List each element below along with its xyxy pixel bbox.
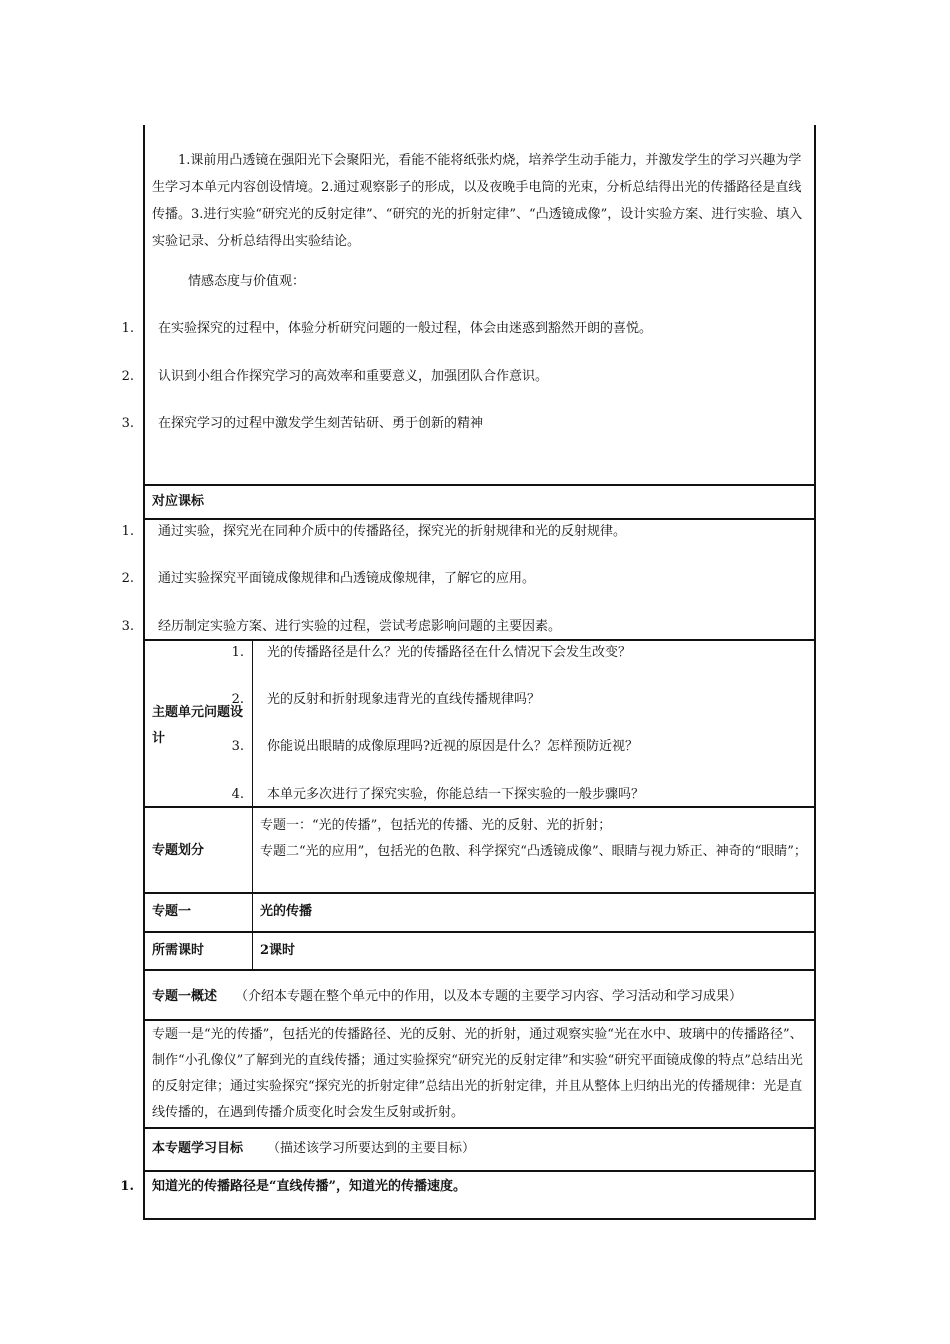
topic1-label: 专题一: [152, 904, 192, 919]
attitude-item: 在实验探究的过程中，体验分析研究问题的一般过程，体会由迷惑到豁然开朗的喜悦。: [158, 321, 653, 336]
attitude-item: 认识到小组合作探究学习的高效率和重要意义，加强团队合作意识。: [158, 369, 549, 384]
goals-hint: （描述该学习所要达到的主要目标）: [267, 1141, 476, 1156]
topics-text: 专题一：“光的传播”，包括光的传播、光的反射、光的折射； 专题二“光的应用”，包括光的色散、科学探究“凸透镜成像”、眼睛与视力矫正、神奇的“眼睛”；: [260, 818, 807, 859]
table-left-border: [143, 125, 145, 1220]
row-divider: [143, 1170, 816, 1172]
standards-heading: 对应课标: [152, 494, 205, 509]
overview-header: [152, 985, 742, 1009]
row-divider: [143, 892, 816, 894]
row-divider: [143, 1127, 816, 1129]
goal-item: 知道光的传播路径是“直线传播”，知道光的传播速度。: [152, 1179, 466, 1194]
topic1-value: 光的传播: [260, 904, 313, 919]
standard-item-number: 3.: [121, 619, 134, 634]
hours-label: 所需课时: [152, 943, 205, 958]
question-item: 本单元多次进行了探究实验，你能总结一下探实验的一般步骤吗？: [267, 787, 645, 802]
hours-value: 2课时: [260, 943, 296, 958]
question-number: 3.: [231, 739, 244, 754]
question-item: 光的反射和折射现象违背光的直线传播规律吗？: [267, 692, 541, 707]
label-column-divider: [252, 640, 253, 970]
overview-hint: （介绍本专题在整个单元中的作用，以及本专题的主要学习内容、学习活动和学习成果）: [235, 989, 743, 1004]
standard-item-number: 1.: [121, 524, 134, 539]
attitude-heading: 情感态度与价值观：: [188, 274, 306, 289]
attitude-item: 在探究学习的过程中激发学生刻苦钻研、勇于创新的精神: [158, 416, 484, 431]
attitude-item-number: 2.: [121, 369, 134, 384]
goals-label: 本专题学习目标: [152, 1141, 244, 1156]
overview-text: 专题一是“光的传播”，包括光的传播路径、光的反射、光的折射，通过观察实验“光在水中、玻璃中的传播路径”、制作“小孔像仪”了解到光的直线传播；通过实验探究“研究光的反射定律”和实验“研究平面镜成像的特点”总结出光的反射定律；通过实验探究“探究光的折射定律”总结出光的折射定律，并且从整体上归纳出光的传播规律：光是直线传播的，在遇到传播介质变化时会发生反射或折射。: [152, 1027, 803, 1120]
table-bottom-border: [143, 1218, 816, 1220]
goal-number: 1.: [120, 1179, 134, 1194]
row-divider: [143, 1019, 816, 1021]
question-number: 4.: [231, 787, 244, 802]
question-item: 光的传播路径是什么？光的传播路径在什么情况下会发生改变？: [267, 645, 632, 660]
overview-label: 专题一概述: [152, 989, 218, 1004]
standard-item: 经历制定实验方案、进行实验的过程，尝试考虑影响问题的主要因素。: [158, 619, 562, 634]
question-number: 1.: [231, 645, 244, 660]
intro-paragraph: 1.课前用凸透镜在强阳光下会聚阳光，看能不能将纸张灼烧，培养学生动手能力，并激发学生的学习兴趣为学生学习本单元内容创设情境。2.通过观察影子的形成，以及夜晚手电筒的光束，分析总结得出光的传播路径是直线传播。3.进行实验“研究光的反射定律”、“研究的光的折射定律”、“凸透镜成像”，设计实验方案、进行实验、填入实验记录、分析总结得出实验结论。: [152, 153, 803, 249]
table-right-border: [814, 125, 816, 1220]
row-divider: [143, 969, 816, 971]
row-divider: [143, 931, 816, 933]
standard-item: 通过实验，探究光在同种介质中的传播路径，探究光的折射规律和光的反射规律。: [158, 524, 627, 539]
row-divider: [143, 484, 816, 486]
question-item: 你能说出眼睛的成像原理吗?近视的原因是什么？怎样预防近视？: [267, 739, 638, 754]
standard-item-number: 2.: [121, 571, 134, 586]
attitude-item-number: 1.: [121, 321, 134, 336]
goals-header: [152, 1137, 475, 1161]
question-number: 2.: [231, 692, 244, 707]
attitude-item-number: 3.: [121, 416, 134, 431]
topics-label: 专题划分: [152, 843, 205, 858]
standard-item: 通过实验探究平面镜成像规律和凸透镜成像规律，了解它的应用。: [158, 571, 536, 586]
questions-label: 主题单元问题设计: [152, 705, 244, 746]
